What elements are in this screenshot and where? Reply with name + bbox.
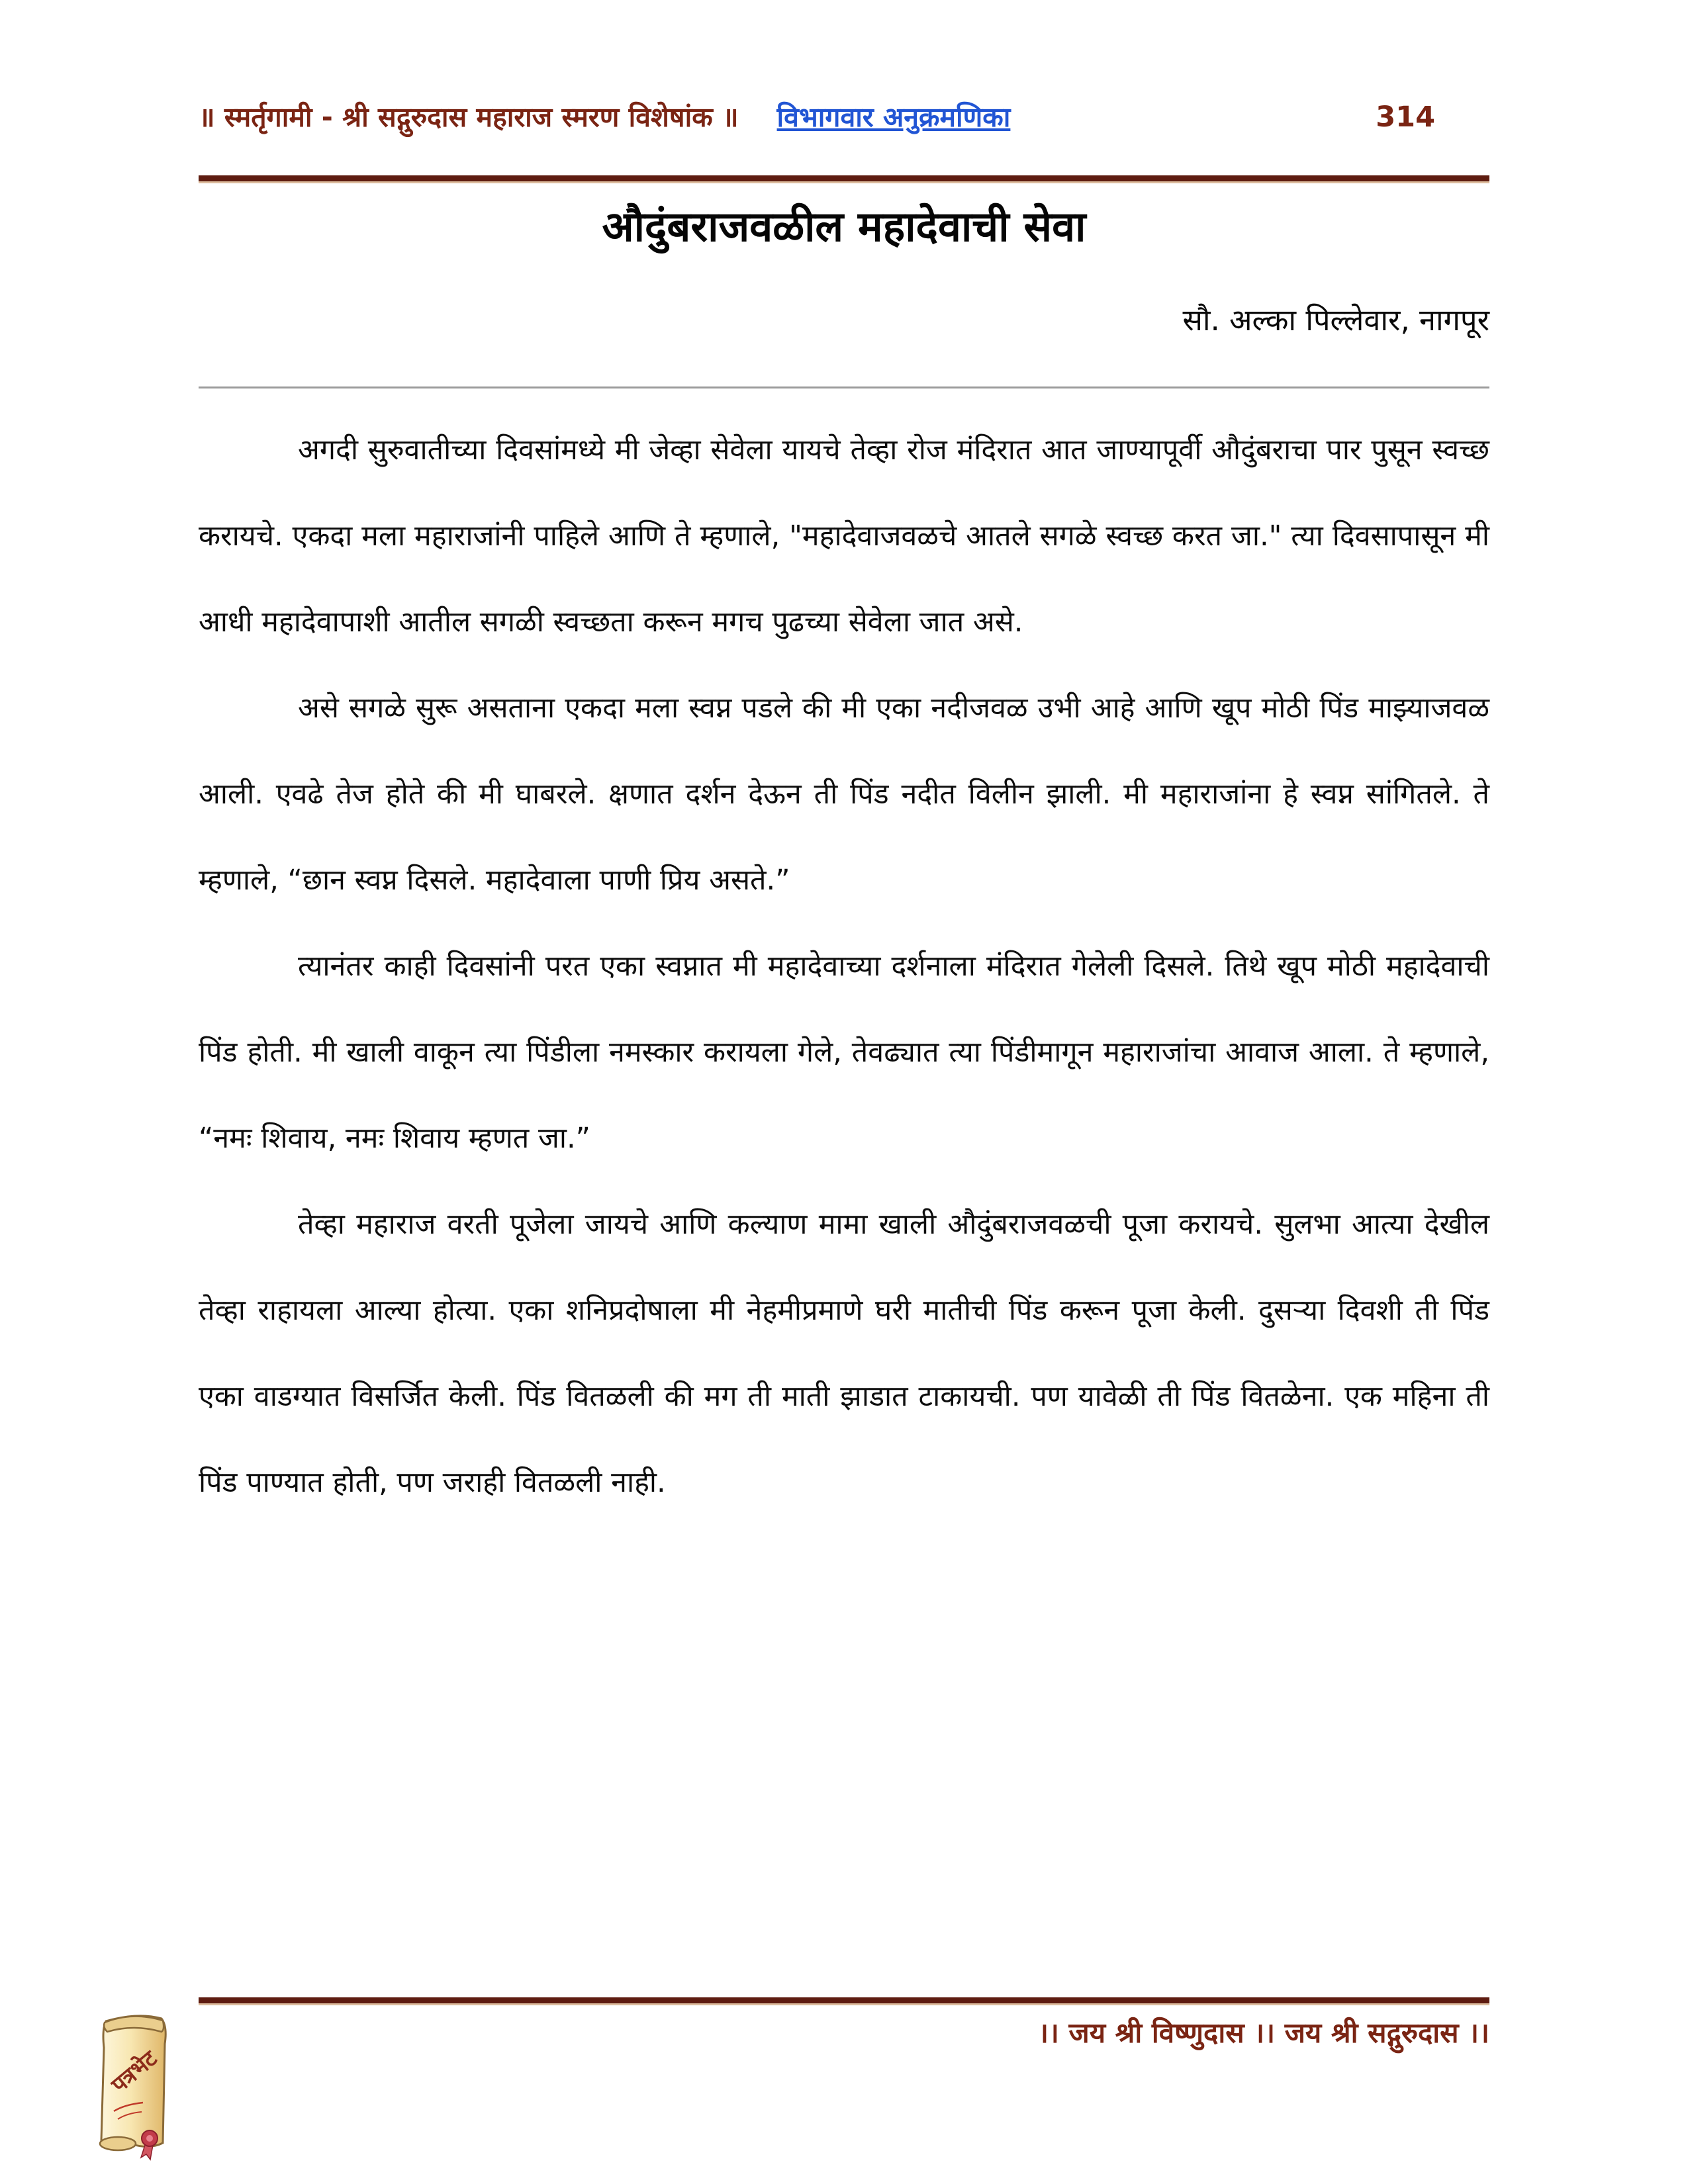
paragraph: असे सगळे सुरू असताना एकदा मला स्वप्न पडले की मी एका नदीजवळ उभी आहे आणि खूप मोठी पिंड माझ्याजवळ आली. एवढे तेज होते की मी घाबरले. क्षणात दर्शन देऊन ती पिंड नदीत विलीन झाली. मी महाराजांना हे स्वप्न सांगितले. ते म्हणाले, “छान स्वप्न दिसले. महादेवाला पाणी प्रिय असते.” <box>199 692 1489 897</box>
logo-text: पत्रभेट <box>106 2045 162 2098</box>
patrabhet-logo <box>91 2007 184 2169</box>
article-body <box>199 407 1489 1525</box>
article-title: औदुंबराजवळील महादेवाची सेवा <box>602 203 1086 251</box>
page-header <box>199 98 1496 135</box>
paragraph: त्यानंतर काही दिवसांनी परत एका स्वप्नात मी महादेवाच्या दर्शनाला मंदिरात गेलेली दिसले. तिथे खूप मोठी महादेवाची पिंड होती. मी खाली वाकून त्या पिंडीला नमस्कार करायला गेले, तेवढ्यात त्या पिंडीमागून महाराजांचा आवाज आला. ते म्हणाले, “नमः शिवाय, नमः शिवाय म्हणत जा.” <box>199 950 1489 1155</box>
header-divider <box>199 175 1489 183</box>
footer-slogan: ।। जय श्री विष्णुदास ।। जय श्री सद्गुरुदास ।। <box>1038 2017 1489 2049</box>
paragraph: अगदी सुरुवातीच्या दिवसांमध्ये मी जेव्हा सेवेला यायचे तेव्हा रोज मंदिरात आत जाण्यापूर्वी औदुंबराचा पार पुसून स्वच्छ करायचे. एकदा मला महाराजांनी पाहिले आणि ते म्हणाले, "महादेवाजवळचे आतले सगळे स्वच्छ करत जा." त्या दिवसापासून मी आधी महादेवापाशी आतील सगळी स्वच्छता करून मगच पुढच्या सेवेला जात असे. <box>199 433 1489 639</box>
scroll-icon <box>91 2007 184 2169</box>
page-number: 314 <box>1376 101 1435 134</box>
author-byline: सौ. अल्का पिल्लेवार, नागपूर <box>1182 302 1489 338</box>
byline-divider <box>199 387 1489 388</box>
footer-divider <box>199 1997 1489 2005</box>
masthead-title: ॥ स्मर्तृगामी - श्री सद्गुरुदास महाराज स्मरण विशेषांक ॥ <box>199 101 739 133</box>
paragraph: तेव्हा महाराज वरती पूजेला जायचे आणि कल्याण मामा खाली औदुंबराजवळची पूजा करायचे. सुलभा आत्या देखील तेव्हा राहायला आल्या होत्या. एका शनिप्रदोषाला मी नेहमीप्रमाणे घरी मातीची पिंड करून पूजा केली. दुसऱ्या दिवशी ती पिंड एका वाडग्यात विसर्जित केली. पिंड वितळली की मग ती माती झाडात टाकायची. पण यावेळी ती पिंड वितळेना. एक महिना ती पिंड पाण्यात होती, पण जराही वितळली नाही. <box>199 1208 1489 1499</box>
section-index-link[interactable]: विभागवार अनुक्रमणिका <box>776 101 1011 133</box>
